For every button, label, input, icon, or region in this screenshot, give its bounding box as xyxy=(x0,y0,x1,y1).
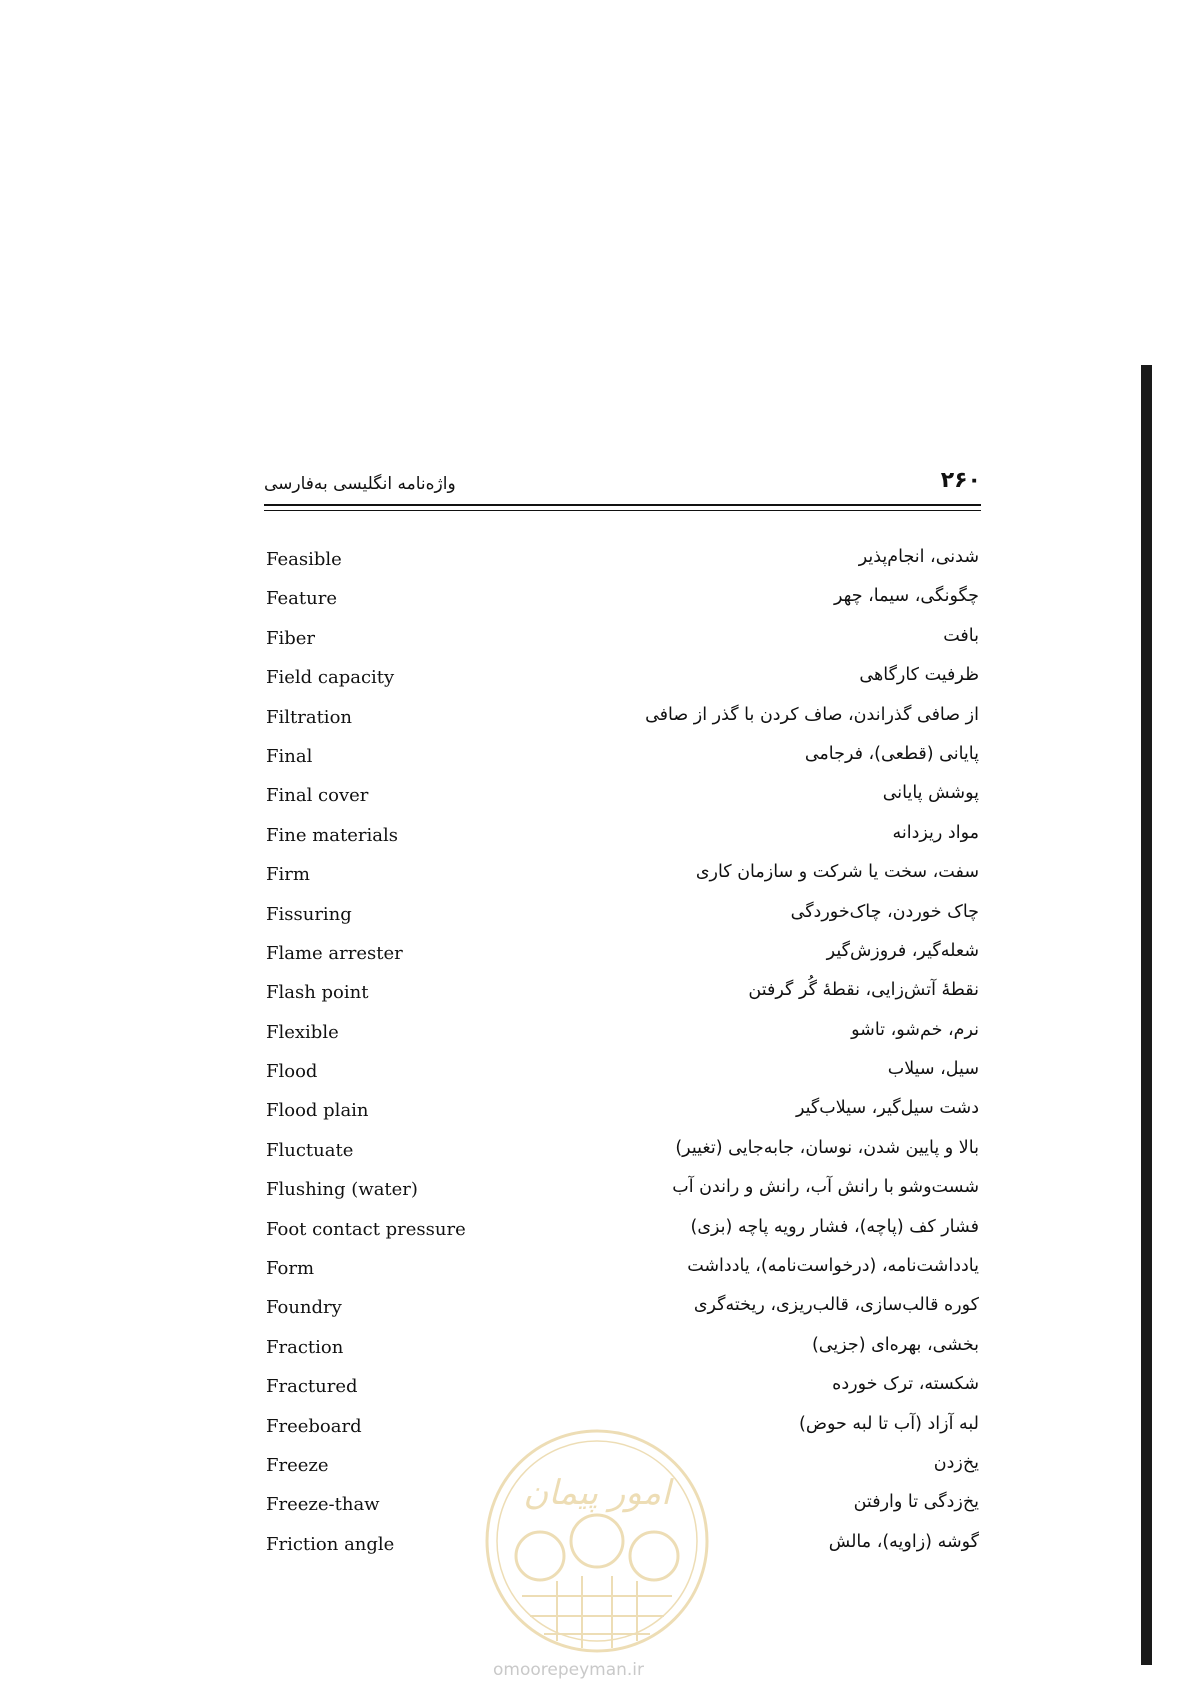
watermark-url: omoorepeyman.ir xyxy=(493,1660,645,1680)
glossary-entry xyxy=(264,781,981,820)
entry-definition: شدنی، انجام‌پذیر xyxy=(858,547,979,567)
entry-definition: یادداشت‌نامه، (درخواست‌نامه)، یادداشت xyxy=(687,1256,979,1277)
entry-definition: فشار کف (پاچه)، فشار رویه پاچه (بزی) xyxy=(690,1216,979,1237)
entry-definition: بالا و پایین شدن، نوسان، جابه‌جایی (تغییر) xyxy=(675,1137,979,1158)
entry-term: Flushing (water) xyxy=(266,1179,418,1201)
entry-definition: گوشه (زاویه)، مالش xyxy=(828,1531,979,1552)
glossary-entry xyxy=(264,978,981,1017)
entry-term: Friction angle xyxy=(266,1533,395,1555)
glossary-entry xyxy=(264,1175,981,1214)
entry-definition: بافت xyxy=(943,625,979,646)
page-number: ۲۶۰ xyxy=(940,468,981,493)
entry-term: Firm xyxy=(266,864,310,886)
glossary-entry xyxy=(264,1254,981,1293)
entry-definition: نرم، خم‌شو، تاشو xyxy=(851,1019,979,1040)
glossary-entry xyxy=(264,1136,981,1175)
glossary-entry xyxy=(264,742,981,781)
glossary-entry xyxy=(264,939,981,978)
entry-term: Filtration xyxy=(266,706,352,728)
entry-definition: پایانی (قطعی)، فرجامی xyxy=(804,743,979,764)
glossary-entry xyxy=(264,821,981,860)
entry-definition: کوره قالب‌سازی، قالب‌ریزی، ریخته‌گری xyxy=(693,1295,979,1316)
glossary-entry xyxy=(264,1293,981,1332)
entry-definition: ظرفیت کارگاهی xyxy=(859,665,979,686)
entry-term: Final cover xyxy=(266,785,369,807)
glossary-entry xyxy=(264,584,981,623)
entry-definition: چاک خوردن، چاک‌خوردگی xyxy=(790,901,979,922)
glossary-entry xyxy=(264,663,981,702)
running-title: واژه‌نامه انگلیسی به‌فارسی xyxy=(264,474,456,494)
entry-term: Feature xyxy=(266,588,337,610)
entry-term: Fine materials xyxy=(266,824,398,846)
entry-definition: بخشی، بهره‌ای (جزیی) xyxy=(811,1334,979,1355)
entry-term: Fraction xyxy=(266,1336,344,1358)
header-rule-thin xyxy=(264,510,981,511)
entry-term: Flood plain xyxy=(266,1100,369,1122)
entry-term: Fiber xyxy=(266,627,316,649)
glossary-entry xyxy=(264,1096,981,1135)
glossary-entry xyxy=(264,703,981,742)
entry-term: Flood xyxy=(266,1061,318,1083)
entry-term: Flexible xyxy=(266,1021,339,1043)
glossary-list xyxy=(264,545,981,1569)
entry-definition: یخ‌زدن xyxy=(933,1452,979,1473)
glossary-entry xyxy=(264,1333,981,1372)
entry-definition: یخ‌زدگی تا وارفتن xyxy=(853,1492,979,1513)
entry-definition: شکسته، ترک خورده xyxy=(832,1374,979,1395)
entry-definition: شست‌وشو با رانش آب، رانش و راندن آب xyxy=(672,1177,979,1198)
entry-term: Form xyxy=(266,1258,315,1280)
entry-term: Flame arrester xyxy=(266,942,403,964)
entry-definition: نقطهٔ آتش‌زایی، نقطهٔ گُر گرفتن xyxy=(748,980,979,1001)
glossary-entry xyxy=(264,900,981,939)
entry-term: Freeze xyxy=(266,1454,329,1476)
entry-definition: چگونگی، سیما، چهر xyxy=(834,586,979,607)
entry-term: Feasible xyxy=(266,549,342,570)
entry-definition: سیل، سیلاب xyxy=(887,1059,979,1080)
glossary-entry xyxy=(264,545,981,584)
entry-term: Foundry xyxy=(266,1297,342,1319)
entry-term: Final xyxy=(266,745,313,767)
watermark-logo-icon xyxy=(482,1426,712,1656)
glossary-entry xyxy=(264,860,981,899)
header-rule-thick xyxy=(264,504,981,506)
watermark-logo-text: امور پیمان xyxy=(523,1473,671,1513)
entry-definition: از صافی گذراندن، صاف کردن با گذر از صافی xyxy=(645,704,979,725)
entry-definition: لبه آزاد (آب تا لبه حوض) xyxy=(799,1413,979,1434)
entry-term: Freeze-thaw xyxy=(266,1494,380,1516)
entry-term: Fluctuate xyxy=(266,1139,354,1161)
entry-term: Fissuring xyxy=(266,903,352,925)
glossary-entry xyxy=(264,1057,981,1096)
entry-term: Foot contact pressure xyxy=(266,1218,466,1240)
glossary-entry xyxy=(264,624,981,663)
glossary-entry xyxy=(264,1215,981,1254)
glossary-entry xyxy=(264,1018,981,1057)
entry-definition: سفت، سخت یا شرکت و سازمان کاری xyxy=(695,862,979,883)
entry-term: Field capacity xyxy=(266,667,395,689)
entry-definition: شعله‌گیر، فروزش‌گیر xyxy=(826,940,979,961)
scan-page-edge xyxy=(1141,365,1152,1665)
entry-definition: مواد ریزدانه xyxy=(892,822,979,843)
page-header xyxy=(264,468,981,508)
entry-definition: دشت سیل‌گیر، سیلاب‌گیر xyxy=(795,1098,979,1119)
glossary-entry xyxy=(264,1372,981,1411)
entry-term: Fractured xyxy=(266,1376,358,1398)
entry-definition: پوشش پایانی xyxy=(882,783,979,804)
entry-term: Freeboard xyxy=(266,1415,362,1437)
entry-term: Flash point xyxy=(266,982,369,1004)
